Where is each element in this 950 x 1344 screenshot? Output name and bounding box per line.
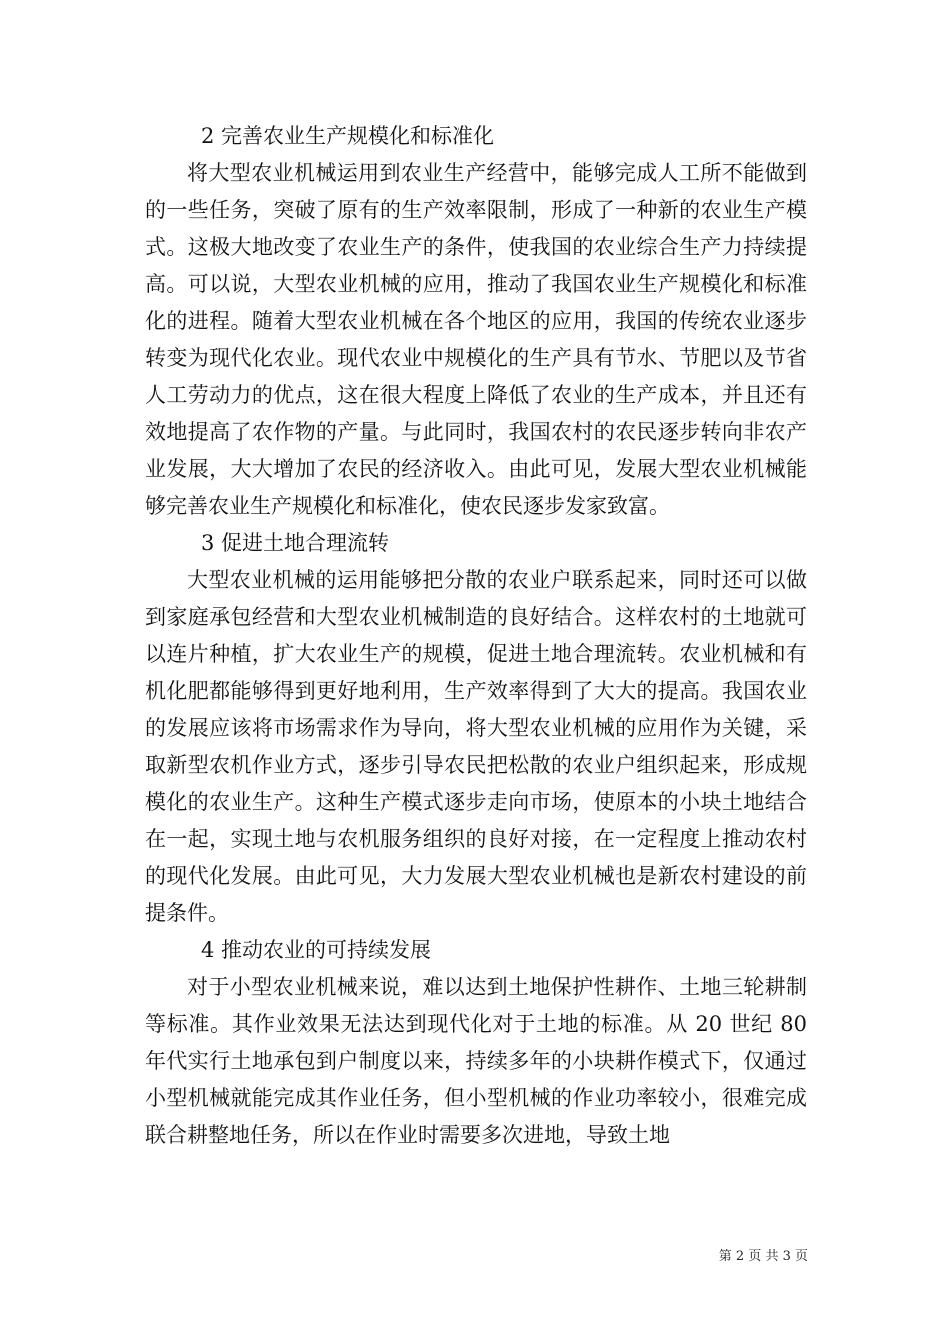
section-heading: 3 促进土地合理流转 bbox=[201, 531, 390, 555]
section-heading: 2 完善农业生产规模化和标准化 bbox=[201, 124, 495, 148]
document-page bbox=[145, 118, 807, 1154]
page-number-footer: 第 2 页 共 3 页 bbox=[718, 1249, 808, 1264]
section-paragraph: 大型农业机械的运用能够把分散的农业户联系起来，同时还可以做到家庭承包经营和大型农业机械制造的良好结合。这样农村的土地就可以连片种植，扩大农业生产的规模，促进土地合理流转。农业机械和有机化肥都能够得到更好地利用，生产效率得到了大大的提高。我国农业的发展应该将市场需求作为导向，将大型农业机械的应用作为关键，采取新型农机作业方式，逐步引导农民把松散的农业户组织起来，形成规模化的农业生产。这种生产模式逐步走向市场，使原本的小块土地结合在一起，实现土地与农机服务组织的良好对接，在一定程度上推动农村的现代化发展。由此可见，大力发展大型农业机械也是新农村建设的前提条件。 bbox=[145, 568, 807, 925]
section-paragraph: 将大型农业机械运用到农业生产经营中，能够完成人工所不能做到的一些任务，突破了原有的生产效率限制，形成了一种新的农业生产模式。这极大地改变了农业生产的条件，使我国的农业综合生产力持续提高。可以说，大型农业机械的应用，推动了我国农业生产规模化和标准化的进程。随着大型农业机械在各个地区的应用，我国的传统农业逐步转变为现代化农业。现代农业中规模化的生产具有节水、节肥以及节省人工劳动力的优点，这在很大程度上降低了农业的生产成本，并且还有效地提高了农作物的产量。与此同时，我国农村的农民逐步转向非农产业发展，大大增加了农民的经济收入。由此可见，发展大型农业机械能够完善农业生产规模化和标准化，使农民逐步发家致富。 bbox=[145, 161, 807, 518]
section-paragraph: 对于小型农业机械来说，难以达到土地保护性耕作、土地三轮耕制等标准。其作业效果无法达到现代化对于土地的标准。从 20 世纪 80 年代实行土地承包到户制度以来，持续多年的小块耕作模式下，仅通过小型机械就能完成其作业任务，但小型机械的作业功率较小，很难完成联合耕整地任务，所以在作业时需要多次进地，导致土地 bbox=[145, 975, 807, 1147]
section-heading: 4 推动农业的可持续发展 bbox=[201, 938, 432, 962]
